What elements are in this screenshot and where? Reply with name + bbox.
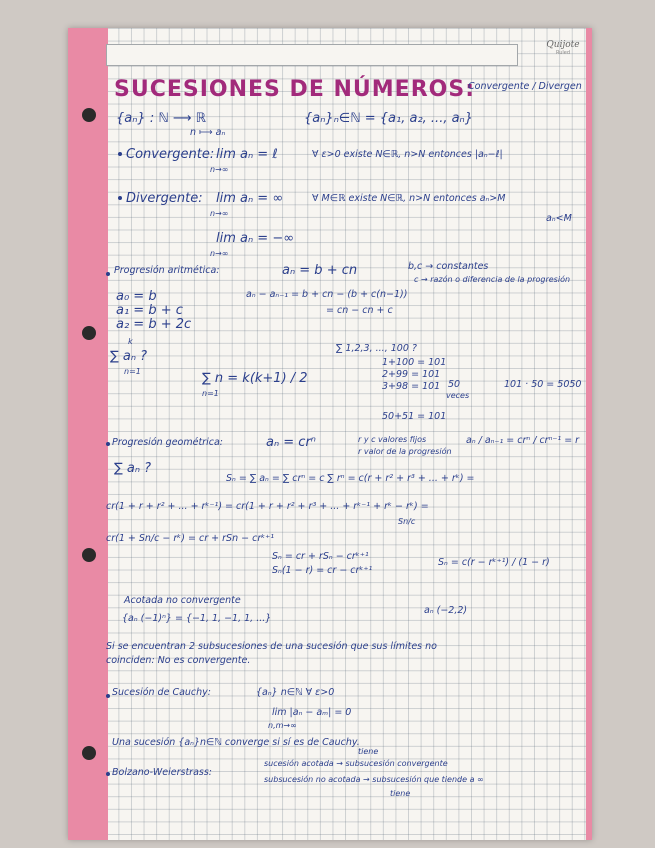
convergent-limit-sub: n→∞: [210, 165, 229, 174]
geometric-line-5: Sₙ(1 − r) = cr − crᵏ⁺¹: [272, 565, 373, 576]
bounded-interval: aₙ (−2,2): [424, 605, 468, 616]
cauchy-definition: {aₙ} n∈ℕ ∀ ε>0: [256, 687, 335, 698]
divergent-condition: ∀ M∈ℝ existe N∈ℝ, n>N entonces aₙ>M: [312, 193, 506, 204]
page-margin-left: [68, 28, 108, 840]
bullet: [118, 152, 122, 156]
binder-hole: [82, 548, 96, 562]
term-a1: a₁ = b + c: [116, 303, 183, 318]
binder-hole: [82, 746, 96, 760]
term-a0: a₀ = b: [116, 289, 157, 304]
definition-map: {aₙ} : ℕ ⟶ ℝ: [116, 111, 206, 126]
geometric-formula: aₙ = crⁿ: [266, 435, 316, 450]
cauchy-label: Sucesión de Cauchy:: [112, 687, 211, 698]
binder-hole: [82, 326, 96, 340]
divergent-limit-neg-sub: n→∞: [210, 249, 229, 258]
arithmetic-note-1: b,c → constantes: [408, 261, 489, 272]
bolzano-line-1: sucesión acotada → subsucesión convergente: [264, 759, 448, 768]
bullet: [106, 772, 110, 776]
brand-logo-sub: Ruled: [555, 50, 571, 56]
divergent-label: Divergente:: [126, 191, 203, 206]
sum-an-question: ∑ aₙ ?: [110, 349, 148, 364]
notebook-page: [68, 28, 592, 840]
difference-line-1: aₙ − aₙ₋₁ = b + cn − (b + c(n−1)): [246, 289, 408, 300]
cauchy-limit-sub: n,m→∞: [268, 721, 297, 730]
geometric-line-4: Sₙ = cr + rSₙ − crᵏ⁺¹: [272, 551, 369, 562]
arithmetic-formula: aₙ = b + cn: [282, 263, 358, 278]
bullet: [118, 196, 122, 200]
geometric-note-1: r y c valores fijos: [358, 435, 427, 444]
convergent-label: Convergente:: [126, 147, 215, 162]
cauchy-limit: lim |aₙ − aₘ| = 0: [272, 707, 352, 718]
bounded-example: {aₙ (−1)ⁿ} = {−1, 1, −1, 1, ...}: [122, 613, 272, 624]
convergent-condition: ∀ ε>0 existe N∈ℝ, n>N entonces |aₙ−ℓ|: [312, 149, 503, 160]
gauss-question: ∑ 1,2,3, ..., 100 ?: [336, 343, 417, 354]
arithmetic-label: Progresión aritmética:: [114, 265, 220, 276]
gauss-pair-last: 50+51 = 101: [382, 411, 447, 422]
page-title: SUCESIONES DE NÚMEROS:: [114, 77, 475, 102]
geometric-sum-question: ∑ aₙ ?: [114, 461, 152, 476]
gauss-pair-2: 2+99 = 101: [382, 369, 441, 380]
bounded-text-1: Si se encuentran 2 subsucesiones de una sucesión que sus límites no: [106, 641, 437, 652]
geometric-note-2: r valor de la progresión: [358, 447, 452, 456]
divergent-limit: lim aₙ = ∞: [216, 191, 284, 206]
cauchy-text: Una sucesión {aₙ}n∈ℕ converge si sí es de Cauchy.: [112, 737, 360, 748]
gauss-result: 101 · 50 = 5050: [504, 379, 582, 390]
bolzano-tiene-2: tiene: [390, 789, 411, 798]
binder-hole: [82, 108, 96, 122]
sum-an-lower: n=1: [124, 367, 141, 376]
difference-line-2: = cn − cn + c: [326, 305, 393, 316]
convergent-limit: lim aₙ = ℓ: [216, 147, 278, 162]
bolzano-tiene-1: tiene: [358, 747, 379, 756]
arithmetic-note-2: c → razón o diferencia de la progresión: [414, 275, 571, 284]
divergent-limit-neg: lim aₙ = −∞: [216, 231, 295, 246]
gauss-pair-1: 1+100 = 101: [382, 357, 447, 368]
bullet: [106, 442, 110, 446]
header-box: [106, 44, 518, 66]
sum-n-lower: n=1: [202, 389, 219, 398]
bolzano-line-2: subsucesión no acotada → subsucesión que tiende a ∞: [264, 775, 484, 784]
divergent-limit-sub: n→∞: [210, 209, 229, 218]
divergent-alt: aₙ<M: [546, 213, 572, 224]
geometric-result: Sₙ = c(r − rᵏ⁺¹) / (1 − r): [438, 557, 550, 568]
geometric-sn-line: Sₙ = ∑ aₙ = ∑ crⁿ = c ∑ rⁿ = c(r + r² + r³ + ... + rᵏ) =: [226, 473, 475, 484]
brand-logo: [542, 40, 584, 70]
title-side-note: Convergente / Divergen: [468, 81, 582, 92]
geometric-line-2: cr(1 + r + r² + ... + rᵏ⁻¹) = cr(1 + r + r² + r³ + ... + rᵏ⁻¹ + rᵏ − rᵏ) =: [106, 501, 429, 512]
bullet: [106, 272, 110, 276]
definition-map-element: n ⟼ aₙ: [190, 127, 226, 138]
gauss-pair-3: 3+98 = 101: [382, 381, 441, 392]
page-margin-right: [586, 28, 592, 840]
definition-set: {aₙ}ₙ∈ℕ = {a₁, a₂, ..., aₙ}: [304, 111, 474, 126]
geometric-line-3: cr(1 + Sn/c − rᵏ) = cr + rSn − crᵏ⁺¹: [106, 533, 275, 544]
geometric-ratio: aₙ / aₙ₋₁ = crⁿ / crⁿ⁻¹ = r: [466, 435, 580, 446]
geometric-sn-over-c: Sn/c: [398, 517, 416, 526]
geometric-label: Progresión geométrica:: [112, 437, 223, 448]
gauss-veces: veces: [446, 391, 470, 400]
brand-logo-text: Quijote: [546, 40, 580, 50]
bounded-title: Acotada no convergente: [124, 595, 241, 606]
sum-limit-k: k: [128, 337, 133, 346]
sum-n-formula: ∑ n = k(k+1) / 2: [202, 371, 308, 386]
bolzano-label: Bolzano-Weierstrass:: [112, 767, 213, 778]
gauss-fifty: 50: [448, 379, 461, 390]
bullet: [106, 694, 110, 698]
bounded-text-2: coinciden: No es convergente.: [106, 655, 251, 666]
term-a2: a₂ = b + 2c: [116, 317, 192, 332]
